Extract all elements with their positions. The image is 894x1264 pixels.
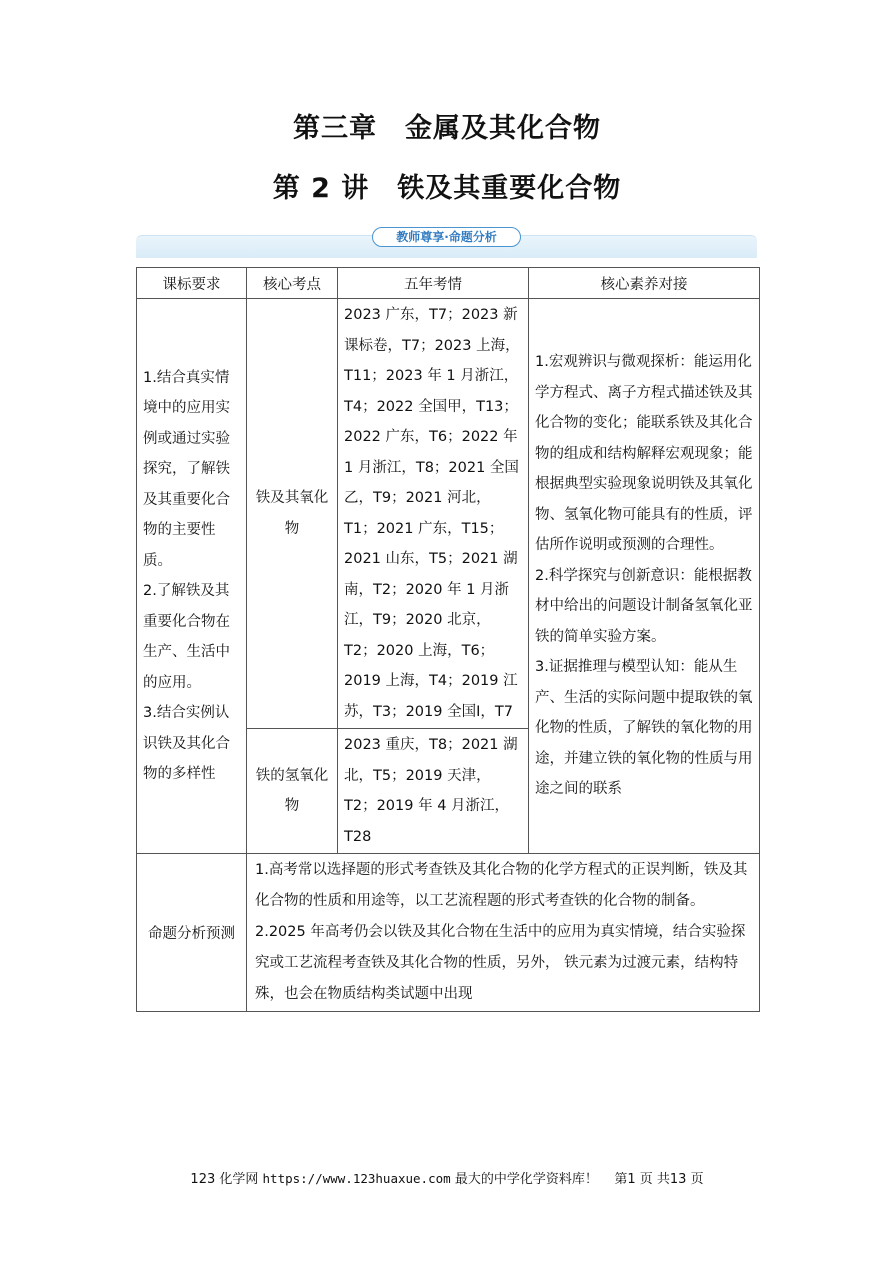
requirement-item: 3.结合实例认识铁及其化合物的多样性 bbox=[143, 705, 230, 782]
literacy-item: 1.宏观辨识与微观探析：能运用化学方程式、离子方程式描述铁及其化合物的变化；能联系铁及其化合物的组成和结构解释宏观现象；能根据典型实验现象说明铁及其氧化物、氢氧化物可能具有的性质，评估所作说明或预测的合理性。 bbox=[535, 354, 753, 554]
footer-link[interactable]: https://www.123huaxue.com bbox=[262, 1171, 451, 1186]
page-footer bbox=[0, 1168, 894, 1187]
literacy-item: 2.科学探究与创新意识：能根据教材中给出的问题设计制备氢氧化亚铁的简单实验方案。 bbox=[535, 567, 753, 645]
banner-label: 教师尊享·命题分析 bbox=[372, 227, 521, 247]
literacy-item: 3.证据推理与模型认知：能从生产、生活的实际问题中提取铁的氧化物的性质，了解铁的氧化物的用途，并建立铁的氧化物的性质与用途之间的联系 bbox=[535, 659, 753, 798]
prediction-label: 命题分析预测 bbox=[137, 854, 247, 1012]
header-requirements: 课标要求 bbox=[137, 268, 247, 299]
header-exams: 五年考情 bbox=[338, 268, 529, 299]
header-literacy: 核心素养对接 bbox=[529, 268, 760, 299]
footer-site: 123 化学网 bbox=[190, 1172, 259, 1187]
requirement-item: 2.了解铁及其重要化合物在生产、生活中的应用。 bbox=[143, 583, 230, 691]
lecture-title: 第 2 讲 铁及其重要化合物 bbox=[272, 173, 622, 204]
literacy-cell bbox=[529, 299, 760, 854]
requirement-item: 1.结合真实情境中的应用实例或通过实验探究，了解铁及其重要化合物的主要性质。 bbox=[143, 369, 230, 569]
analysis-table bbox=[136, 267, 760, 1012]
prediction-cell bbox=[247, 854, 760, 1012]
table-header-row bbox=[137, 268, 760, 299]
footer-slogan: 最大的中学化学资料库！ bbox=[454, 1172, 598, 1187]
requirements-cell bbox=[137, 299, 247, 854]
table-row bbox=[137, 299, 760, 729]
exam-cell: 2023 重庆，T8；2021 湖北，T5；2019 天津，T2；2019 年 4 月浙江，T28 bbox=[338, 729, 529, 854]
footer-page-number: 第1 页 共13 页 bbox=[614, 1172, 704, 1187]
topic-cell: 铁的氢氧化物 bbox=[247, 729, 338, 854]
chapter-title: 第三章 金属及其化合物 bbox=[293, 113, 601, 144]
prediction-item: 1.高考常以选择题的形式考查铁及其化合物的化学方程式的正误判断，铁及其化合物的性质和用途等，以工艺流程题的形式考查铁的化合物的制备。 bbox=[255, 862, 748, 909]
prediction-item: 2.2025 年高考仍会以铁及其化合物在生活中的应用为真实情境，结合实验探究或工艺流程考查铁及其化合物的性质，另外， 铁元素为过渡元素，结构特殊，也会在物质结构类试题中出现 bbox=[255, 924, 746, 1002]
topic-cell: 铁及其氧化物 bbox=[247, 299, 338, 729]
teacher-banner bbox=[136, 227, 757, 257]
exam-cell: 2023 广东，T7；2023 新课标卷，T7；2023 上海，T11；2023 年 1 月浙江，T4；2022 全国甲，T13；2022 广东，T6；2022 年 1 月浙江，T8；2021 全国乙，T9；2021 河北，T1；2021 广东，T15；2021 山东，T5；2021 湖南，T2；2020 年 1 月浙江，T9；2020 北京，T2；2020 上海，T6；2019 上海，T4；2019 江苏，T3；2019 全国Ⅰ，T7 bbox=[338, 299, 529, 729]
prediction-row bbox=[137, 854, 760, 1012]
header-topics: 核心考点 bbox=[247, 268, 338, 299]
